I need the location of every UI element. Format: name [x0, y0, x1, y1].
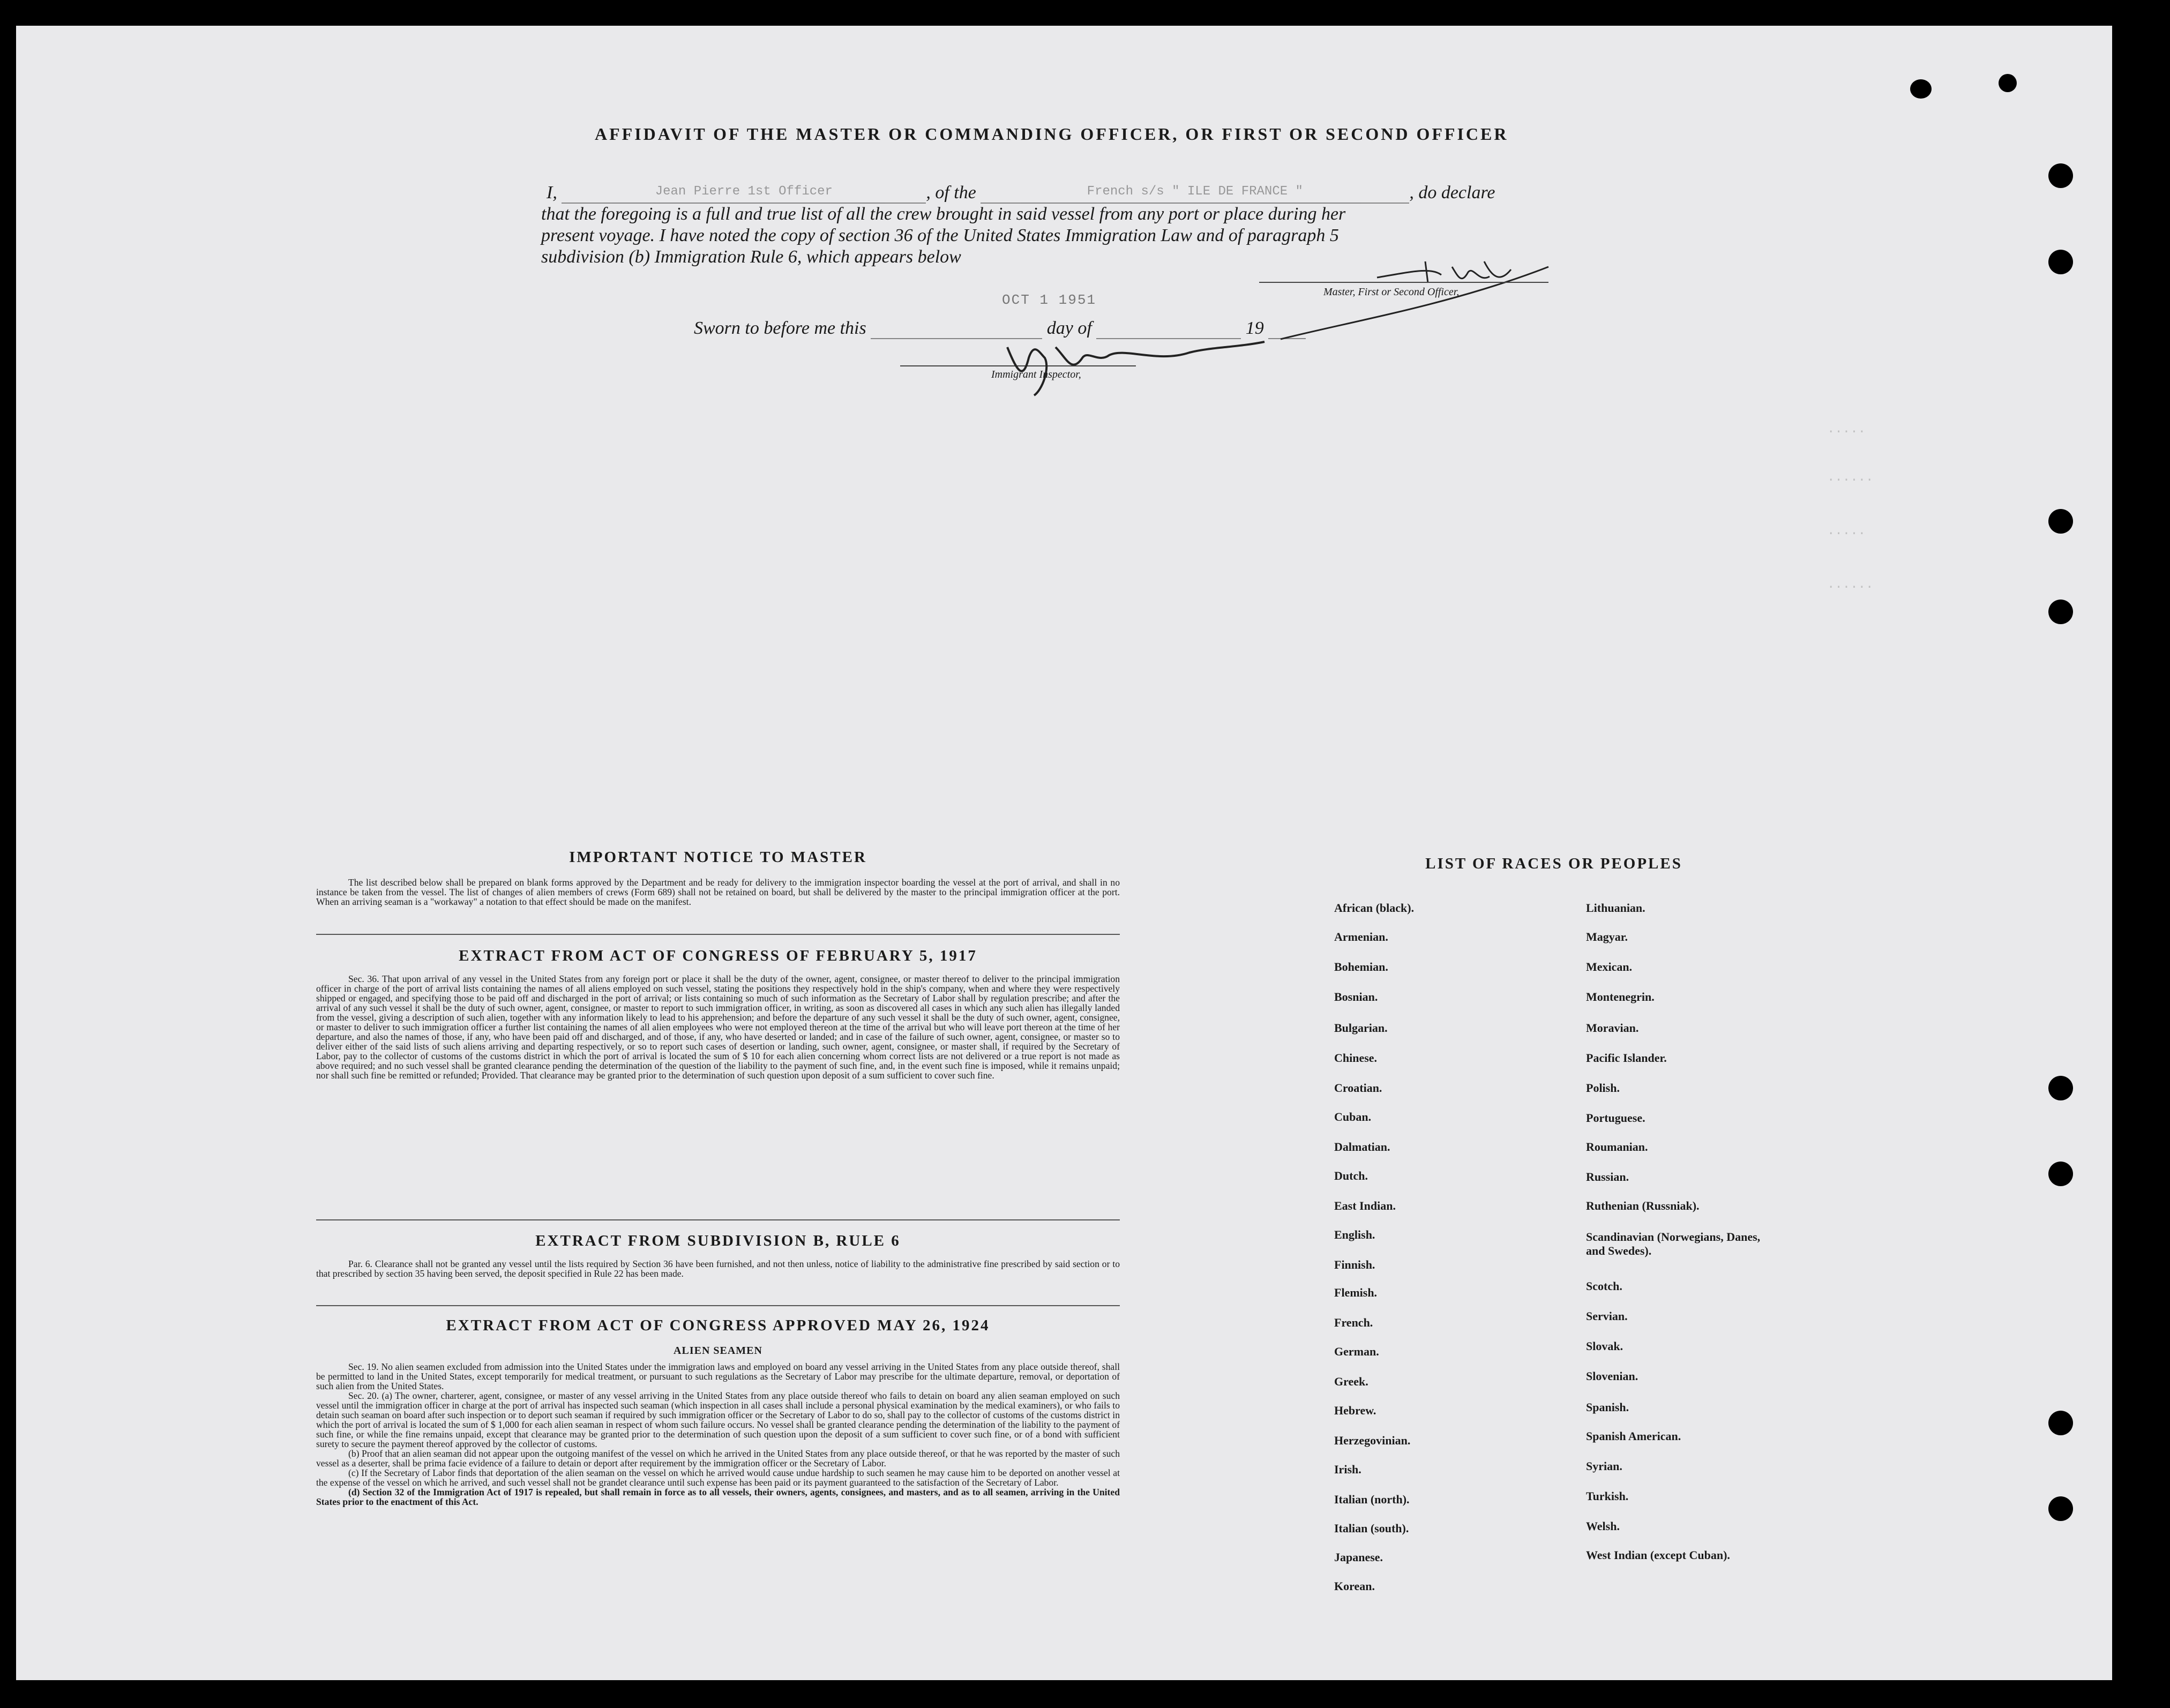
race-item: Hebrew. [1334, 1404, 1376, 1417]
affidavit-text: , of the [926, 183, 976, 203]
binder-hole [2048, 600, 2073, 624]
affidavit-text: I, [547, 183, 557, 203]
race-item: Armenian. [1334, 930, 1388, 943]
bleed-through-mark: ..... [1827, 422, 1866, 437]
binder-hole [2048, 1411, 2073, 1435]
binder-hole [2048, 250, 2073, 274]
section-20c-text: (c) If the Secretary of Labor finds that deportation of the alien seaman on the vessel on which he arrived would cause undue hardship to such seamen he may cause him to be deported on another vessel at the expense of the vessel on which he arrived, and such vessel shall not be grandet clearance until such expense has been paid or its payment guaranteed to the satisfaction of the Secretary of Labor. [316, 1467, 1120, 1488]
bleed-through-mark: ..... [1827, 524, 1866, 538]
section-19-text: Sec. 19. No alien seamen excluded from admission into the United States under the immigration laws and employed on board any vessel arriving in the United States from any place outside thereof, shall be permitted to land in the United States, except temporarily for medical treatment, or pursuant to such regulations as the Secretary of Labor may prescribe for the ultimate departure, removal, or deportation of such alien from the United States. [316, 1361, 1120, 1391]
race-item: Scotch. [1586, 1279, 1622, 1293]
inspector-signature [997, 326, 1275, 401]
sworn-text: Sworn to before me this [694, 318, 866, 338]
race-item: Dalmatian. [1334, 1140, 1390, 1153]
race-item: Bosnian. [1334, 990, 1378, 1003]
divider [316, 1305, 1120, 1306]
race-item: Spanish. [1586, 1400, 1629, 1414]
binder-hole [2048, 1496, 2073, 1521]
notice-body [316, 878, 1120, 907]
race-item: Polish. [1586, 1081, 1620, 1095]
binder-hole [2048, 1162, 2073, 1186]
binder-hole [1910, 79, 1932, 99]
affidavit-line-3: present voyage. I have noted the copy of section 36 of the United States Immigration Law and of paragraph 5 [541, 226, 1339, 245]
race-item: Finnish. [1334, 1258, 1375, 1271]
race-item: Pacific Islander. [1586, 1051, 1667, 1065]
extract-1924-body [316, 1362, 1120, 1507]
race-item: Italian (south). [1334, 1522, 1409, 1535]
race-item: Flemish. [1334, 1286, 1378, 1299]
vessel-field[interactable]: French s/s " ILE DE FRANCE " [981, 181, 1409, 204]
binder-hole [2048, 163, 2073, 188]
section-20b-text: (b) Proof that an alien seaman did not appear upon the outgoing manifest of the vessel on which he arrived in the United States from any place outside thereof, or that he was reported by the master of such vessel as a deserter, shall be prima facie evidence of a failure to detain or deport after requirement by the immigration officer or the Secretary of Labor. [316, 1448, 1120, 1469]
divider [316, 934, 1120, 935]
race-item: Slovenian. [1586, 1369, 1638, 1383]
race-item: Slovak. [1586, 1339, 1623, 1353]
extract-1924-subtitle: ALIEN SEAMEN [674, 1345, 762, 1357]
race-item: Bohemian. [1334, 960, 1388, 973]
race-item: Korean. [1334, 1579, 1375, 1593]
divider [316, 1219, 1120, 1220]
race-item: Herzegovinian. [1334, 1434, 1411, 1447]
binder-hole [1999, 74, 2017, 92]
races-title: LIST OF RACES OR PEOPLES [1425, 855, 1682, 872]
race-item: Moravian. [1586, 1021, 1639, 1035]
race-item: Chinese. [1334, 1051, 1378, 1065]
extract-1917-title: EXTRACT FROM ACT OF CONGRESS OF FEBRUARY 5, 1917 [459, 947, 977, 964]
race-item: African (black). [1334, 901, 1415, 915]
race-item: Italian (north). [1334, 1493, 1410, 1506]
bleed-through-mark: ...... [1827, 470, 1874, 485]
document-page [16, 26, 2112, 1680]
race-item: German. [1334, 1345, 1379, 1358]
rule6-title: EXTRACT FROM SUBDIVISION B, RULE 6 [535, 1232, 901, 1249]
race-item: Russian. [1586, 1170, 1629, 1183]
binder-hole [2048, 1076, 2073, 1100]
affidavit-line-2: that the foregoing is a full and true list of all the crew brought in said vessel from any port or place during her [541, 204, 1346, 224]
signature-line [1259, 282, 1548, 283]
race-item: Irish. [1334, 1463, 1361, 1476]
race-item: Mexican. [1586, 960, 1633, 973]
bleed-through-mark: ...... [1827, 578, 1874, 592]
race-item: West Indian (except Cuban). [1586, 1548, 1730, 1562]
affidavit-text: , do declare [1409, 183, 1495, 203]
date-stamp: OCT 1 1951 [1002, 292, 1097, 308]
extract-1917-body [316, 974, 1120, 1080]
master-signature-caption: Master, First or Second Officer, [1323, 286, 1460, 298]
binder-hole [2048, 509, 2073, 534]
race-item: Dutch. [1334, 1169, 1368, 1182]
race-item: Spanish American. [1586, 1429, 1681, 1443]
rule6-text: Par. 6. Clearance shall not be granted any vessel until the lists required by Section 36 have been furnished, and not then unless, notice of liability to the administrative fine prescribed by said section or to that prescribed by section 35 having been served, the deposit specified in Rule 22 has been made. [316, 1258, 1120, 1279]
race-item: Bulgarian. [1334, 1021, 1388, 1035]
race-item: Magyar. [1586, 930, 1628, 943]
race-item: Japanese. [1334, 1550, 1383, 1564]
race-item: Servian. [1586, 1309, 1628, 1323]
notice-title: IMPORTANT NOTICE TO MASTER [569, 849, 867, 866]
inspector-caption: Immigrant Inspector, [991, 369, 1081, 380]
race-item: Syrian. [1586, 1459, 1622, 1473]
extract-1917-text: Sec. 36. That upon arrival of any vessel in the United States from any foreign port or place it shall be the duty of the owner, agent, consignee, or master thereof to deliver to the principal immigration officer in charge of the port of arrival lists containing the names of all aliens employed on such vessel, stating the positions they respectively hold in the ship's company, when and where they were respectively shipped or engaged, and specifying those to be paid off and discharged in the port of arrival; or lists containing so much of such information as the Secretary of Labor shall by regulation prescribe; and after the arrival of any such vessel it shall be the duty of such owner, agent, consignee, or master to report to such immigration officer, in writing, as soon as discovered all cases in which any such alien has illegally landed from the vessel, giving a description of such alien, together with any information likely to lead to his apprehension; and before the departure of any such vessel it shall be the duty of such owner, agent, consignee, or master to deliver to such immigration officer a further list containing the names of all alien employees who were not employed thereon at the time of the arrival but who will leave port thereon at the time of her departure, and also the names of those, if any, who have been paid off and discharged, and of those, if any, who have deserted or landed; and in case of the failure of such owner, agent, consignee, or master so to deliver either of the said lists of such aliens arriving and departing respectively, or so to report such cases of desertion or landing, such owner, agent, consignee, or master shall, if required by the Secretary of Labor, pay to the collector of customs of the customs district in which the port of arrival is located the sum of $ 10 for each alien concerning whom correct lists are not delivered or a true report is not made as above required; and no such vessel shall be granted clearance pending the determination of the question of the liability to the payment of such fine, and, in the event such fine is imposed, while it remains unpaid; nor shall such fine be remitted or refunded; Provided. That clearance may be granted prior to the determination of such question upon deposit of a sum sufficient to cover such fine. [316, 973, 1120, 1081]
race-item: Montenegrin. [1586, 990, 1655, 1003]
race-item: French. [1334, 1316, 1373, 1329]
race-item: Turkish. [1586, 1489, 1629, 1503]
race-item: English. [1334, 1228, 1375, 1241]
extract-1924-title: EXTRACT FROM ACT OF CONGRESS APPROVED MAY 26, 1924 [446, 1317, 990, 1334]
race-item: Croatian. [1334, 1081, 1382, 1095]
race-item: Greek. [1334, 1375, 1368, 1388]
race-item: Welsh. [1586, 1519, 1620, 1533]
race-item: Ruthenian (Russniak). [1586, 1199, 1700, 1212]
race-item: Cuban. [1334, 1110, 1372, 1123]
declarant-field[interactable]: Jean Pierre 1st Officer [562, 181, 926, 204]
affidavit-title: AFFIDAVIT OF THE MASTER OR COMMANDING OFFICER, OR FIRST OR SECOND OFFICER [595, 124, 1509, 144]
race-item: Portuguese. [1586, 1111, 1645, 1125]
year-prefix: 19 [1245, 318, 1264, 338]
affidavit-line-1 [547, 181, 1495, 204]
section-20a-text: Sec. 20. (a) The owner, charterer, agent, consignee, or master of any vessel arriving in the United States from any place outside thereof who fails to detain on board any alien seaman employed on such vessel until the immigration officer in charge at the port of arrival has inspected such seaman (which inspection in all cases shall include a personal physical examination by the medical examiners), or who fails to detain such seaman on board after such inspection or to deport such seaman if required by such immigration officer or the Secretary of Labor to do so, shall pay to the collector of customs of the customs district in which the port of arrival is located the sum of $ 1,000 for each alien seaman in respect of whom such failure occurs. No vessel shall be granted clearance pending the determination of the liability to the payment of such fine, or while the fine remains unpaid, except that clearance may be granted prior to the determination of such question upon the deposit of a sum sufficient to cover such fine, or of a bond with sufficient surety to secure the payment thereof approved by the collector of customs. [316, 1390, 1120, 1449]
race-item: Roumanian. [1586, 1140, 1648, 1153]
race-item: Scandinavian (Norwegians, Danes, and Swedes). [1586, 1230, 1761, 1257]
notice-text: The list described below shall be prepared on blank forms approved by the Department and be ready for delivery to the immigration inspector boarding the vessel at the port of arrival, and shall in no instance be taken from the vessel. The list of changes of alien members of crews (Form 689) shall not be retained on board, but shall be delivered by the master to the principal immigration officer at the port. When an arriving seaman is a "workaway" a notation to that effect should be made on the manifest. [316, 877, 1120, 907]
rule6-body [316, 1259, 1120, 1278]
race-item: Lithuanian. [1586, 901, 1645, 915]
affidavit-line-4: subdivision (b) Immigration Rule 6, which appears below [541, 247, 961, 267]
race-item: East Indian. [1334, 1199, 1396, 1212]
day-of-text: day of [1046, 318, 1092, 338]
section-20d-text: (d) Section 32 of the Immigration Act of 1917 is repealed, but shall remain in force as to all vessels, their owners, agents, consignees, and masters, and as to all seamen, arriving in the United States prior to the enactment of this Act. [316, 1487, 1120, 1507]
